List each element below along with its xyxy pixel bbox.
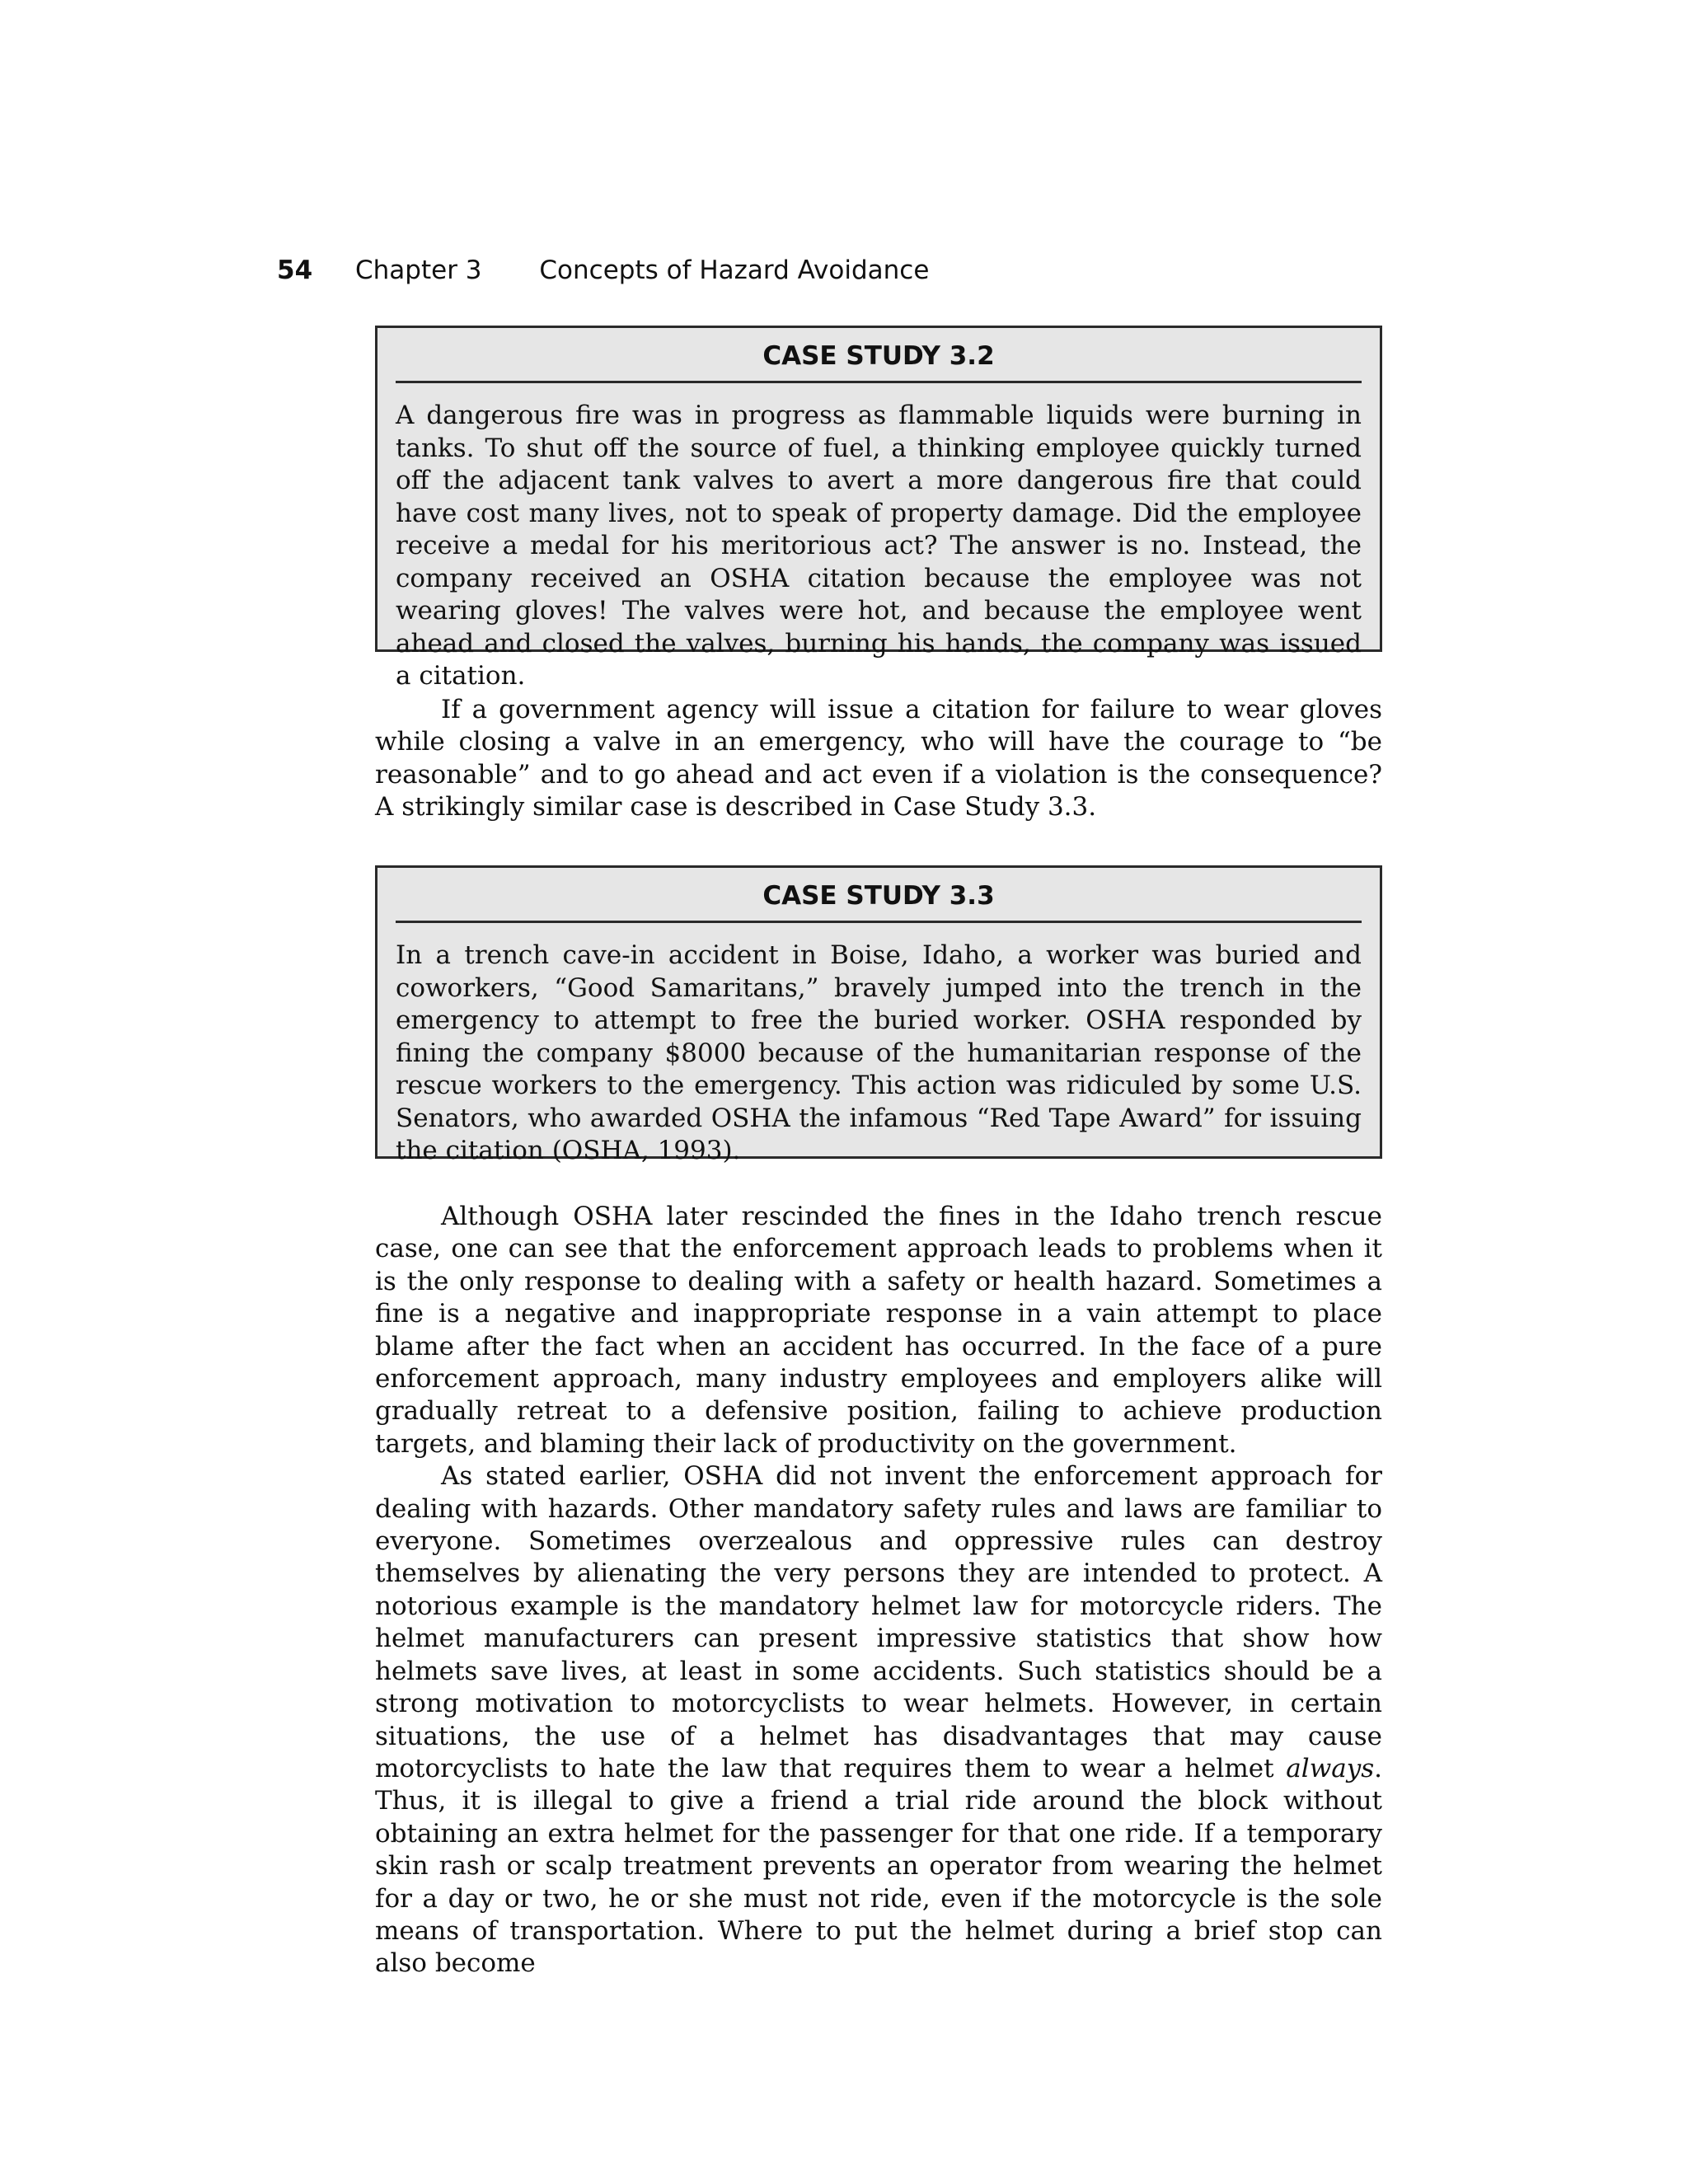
case-study-box-3-2	[375, 326, 1382, 691]
chapter-title: Concepts of Hazard Avoidance	[539, 255, 930, 285]
case-study-title: CASE STUDY 3.2	[396, 328, 1362, 383]
case-study-text: A dangerous fire was in progress as flammable liquids were burning in tanks. To shut off the source of fuel, a thinking employee quickly turned off the adjacent tank valves to avert a more dangerous fire that could have cost many lives, not to speak of property damage. Did the employee receive a medal for his meritorious act? The answer is no. Instead, the company received an OSHA citation because the employee was not wearing gloves! The valves were hot, and because the employee went ahead and closed the valves, burning his hands, the company was issued a citation.	[396, 401, 1362, 691]
page-number: 54	[277, 255, 313, 285]
running-head	[277, 254, 929, 287]
body-paragraph-1	[375, 694, 1382, 824]
case-study-text: In a trench cave-in accident in Boise, Idaho, a worker was buried and coworkers, “Good Samaritans,” bravely jumped into the trench in the emergency to attempt to free the buried worker. OSHA responded by fining the company $8000 because of the humanitarian response of the rescue workers to the emergency. This action was ridiculed by some U.S. Senators, who awarded OSHA the infamous “Red Tape Award” for issuing the citation (OSHA, 1993).	[396, 940, 1362, 1165]
paragraph	[375, 1460, 1382, 1980]
chapter-label: Chapter 3	[355, 255, 482, 285]
paragraph-text: . Thus, it is illegal to give a friend a trial ride around the block without obtaining an extra helmet for the passenger for that one ride. If a temporary skin rash or scalp treatment prevents an operator from wearing the helmet for a day or two, he or she must not ride, even if the motorcycle is the sole means of transportation. Where to put the helmet during a brief stop can also become	[375, 1753, 1382, 1979]
paragraph: If a government agency will issue a citation for failure to wear gloves while closing a valve in an emergency, who will have the courage to “be reasonable” and to go ahead and act even if a violation is the consequence? A strikingly similar case is described in Case Study 3.3.	[375, 695, 1382, 823]
paragraph-text: As stated earlier, OSHA did not invent the enforcement approach for dealing with hazards. Other mandatory safety rules and laws are familiar to everyone. Sometimes overzealous and oppressive rules can destroy themselves by alienating the very persons they are intended to protect. A notorious example is the mandatory helmet law for motorcycle riders. The helmet manufacturers can present impressive statistics that show how helmets save lives, at least in some accidents. Such statistics should be a strong motivation to motorcyclists to wear helmets. However, in certain situations, the use of a helmet has disadvantages that may cause motorcyclists to hate the law that requires them to wear a helmet	[375, 1461, 1382, 1783]
body-paragraphs-2-3	[375, 1201, 1382, 1980]
emphasis-always: always	[1286, 1753, 1375, 1783]
case-study-box-3-3	[375, 865, 1382, 1165]
case-study-title: CASE STUDY 3.3	[396, 868, 1362, 923]
paragraph: Although OSHA later rescinded the fines in the Idaho trench rescue case, one can see that the enforcement approach leads to problems when it is the only response to dealing with a safety or health hazard. Sometimes a fine is a negative and inappropriate response in a vain attempt to place blame after the fact when an accident has occurred. In the face of a pure enforcement approach, many industry employees and employers alike will gradually retreat to a defensive position, failing to achieve production targets, and blaming their lack of productivity on the government.	[375, 1202, 1382, 1459]
